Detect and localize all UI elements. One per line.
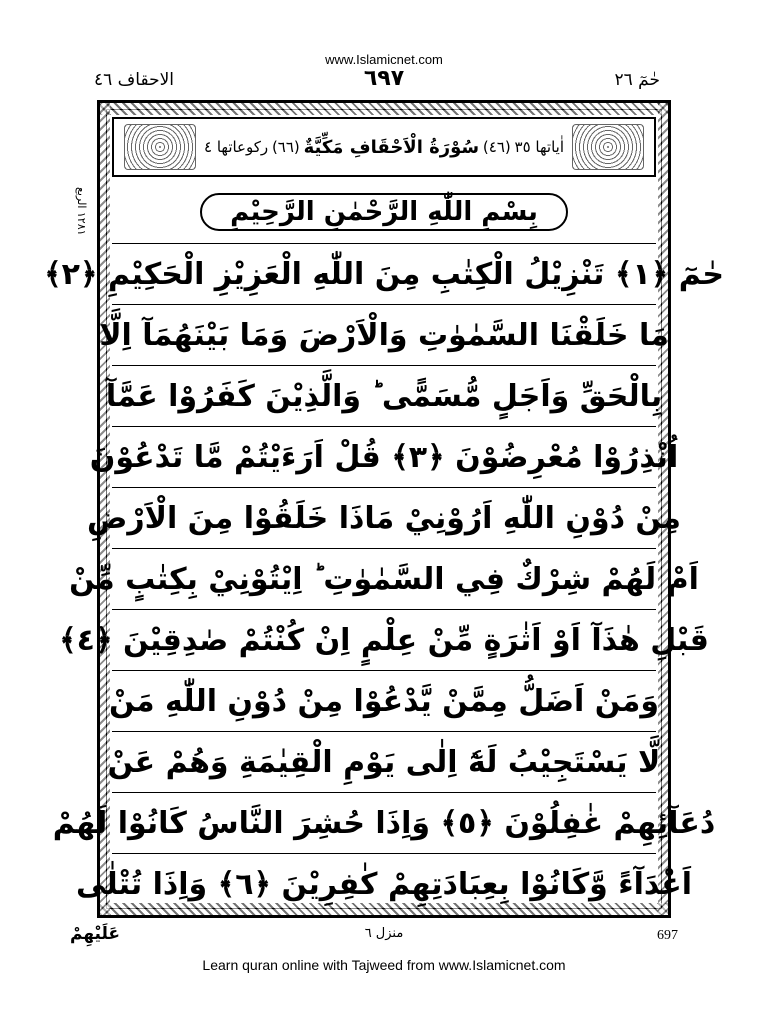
- surah-running-head: الاحقاف ٤٦: [94, 70, 174, 90]
- site-url-bottom[interactable]: Learn quran online with Tajweed from www.Islamicnet.com: [202, 957, 566, 973]
- verse-line: دُعَآئِهِمْ غٰفِلُوْنَ ﴿٥﴾ وَاِذَا حُشِرَ النَّاسُ كَانُوْا لَهُمْ: [112, 792, 656, 853]
- top-ornament-band: [100, 103, 668, 115]
- verse-line: اَمْ لَهُمْ شِرْكٌ فِي السَّمٰوٰتِ ؕ اِيْتُوْنِيْ بِكِتٰبٍ مِّنْ: [112, 548, 656, 609]
- verse-line: وَمَنْ اَضَلُّ مِمَّنْ يَّدْعُوْا مِنْ دُوْنِ اللّٰهِ مَنْ: [112, 670, 656, 731]
- ornament-corner-icon: [124, 124, 196, 170]
- verse-lines: [44, 243, 724, 905]
- verse-line: مِنْ دُوْنِ اللّٰهِ اَرُوْنِيْ مَاذَا خَلَقُوْا مِنَ الْاَرْضِ: [112, 487, 656, 548]
- site-url-top[interactable]: www.Islamicnet.com: [325, 52, 443, 67]
- manzil-label: منزل ٦: [364, 926, 404, 941]
- bismillah-row: [112, 187, 656, 237]
- verse-line: مَا خَلَقْنَا السَّمٰوٰتِ وَالْاَرْضَ وَمَا بَيْنَهُمَآ اِلَّا: [112, 304, 656, 365]
- page-number: 697: [657, 928, 678, 943]
- ruku-count: رکوعاتها ٤: [204, 138, 269, 156]
- juz-running-head: حٰمٓ ٢٦: [614, 70, 660, 90]
- catchword: عَلَيْهِمْ: [70, 924, 121, 944]
- verse-line: حٰمٓ ﴿١﴾ تَنْزِيْلُ الْكِتٰبِ مِنَ اللّٰهِ الْعَزِيْزِ الْحَكِيْمِ ﴿٢﴾: [112, 243, 656, 304]
- verse-line: اُنْذِرُوْا مُعْرِضُوْنَ ﴿٣﴾ قُلْ اَرَءَيْتُمْ مَّا تَدْعُوْنَ: [112, 426, 656, 487]
- ayat-count: اٰیاتها ٣٥: [514, 138, 564, 156]
- verse-line: اَعْدَآءً وَّكَانُوْا بِعِبَادَتِهِمْ كٰفِرِيْنَ ﴿٦﴾ وَاِذَا تُتْلٰى: [112, 853, 656, 914]
- revelation-order: (٦٦): [271, 138, 300, 156]
- bismillah: بِسْمِ اللّٰهِ الرَّحْمٰنِ الرَّحِيْمِ: [200, 193, 568, 231]
- sura-index: (٤٦): [482, 138, 511, 156]
- verse-line: لَّا يَسْتَجِيْبُ لَهٗٓ اِلٰى يَوْمِ الْقِيٰمَةِ وَهُمْ عَنْ: [112, 731, 656, 792]
- sura-header-panel: [112, 117, 656, 177]
- sura-header-text: [196, 137, 572, 158]
- page-number-arabic: ٦٩٧: [363, 66, 405, 91]
- verse-line: بِالْحَقِّ وَاَجَلٍ مُّسَمًّى ؕ وَالَّذِيْنَ كَفَرُوْا عَمَّآ: [112, 365, 656, 426]
- sura-name: سُوْرَةُ الْاَحْقَافِ مَكِّيَّةٌ: [303, 136, 480, 158]
- margin-note: ١٢٨١ الربع: [75, 187, 88, 236]
- ornament-corner-icon: [572, 124, 644, 170]
- verse-line: قَبْلِ هٰذَآ اَوْ اَثٰرَةٍ مِّنْ عِلْمٍ اِنْ كُنْتُمْ صٰدِقِيْنَ ﴿٤﴾: [112, 609, 656, 670]
